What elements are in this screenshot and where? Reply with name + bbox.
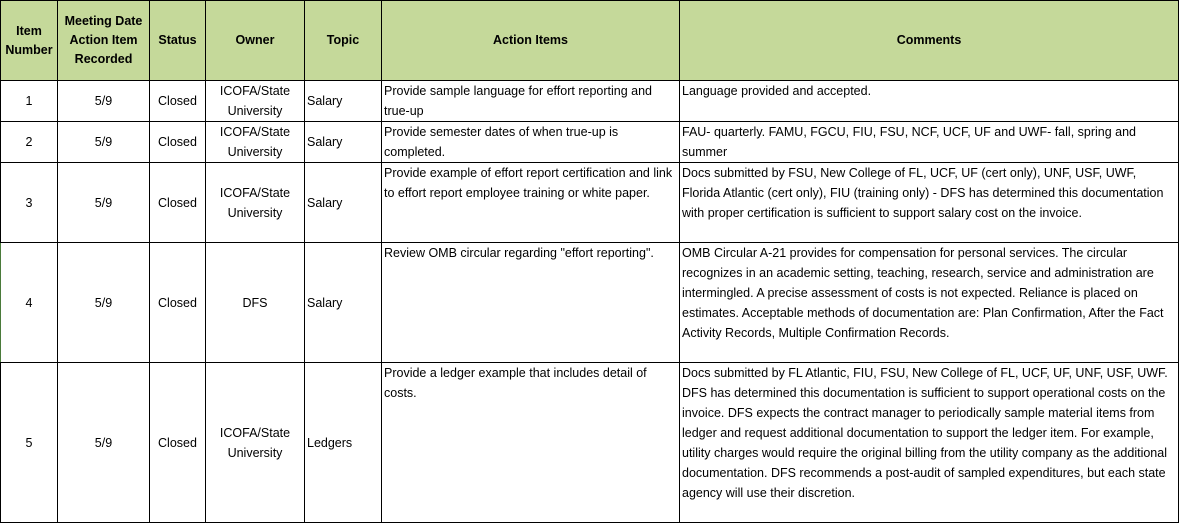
action-item-cell: Review OMB circular regarding "effort reporting". bbox=[382, 243, 680, 363]
meeting-date-cell: 5/9 bbox=[58, 363, 150, 523]
meeting-date-cell: 5/9 bbox=[58, 243, 150, 363]
owner-cell: DFS bbox=[206, 243, 305, 363]
action-item-cell: Provide semester dates of when true-up is completed. bbox=[382, 122, 680, 163]
table-row bbox=[1, 243, 1179, 363]
topic-cell: Salary bbox=[305, 163, 382, 243]
owner-cell: ICOFA/State University bbox=[206, 81, 305, 122]
owner-cell: ICOFA/State University bbox=[206, 163, 305, 243]
header-meeting-date: Meeting Date Action Item Recorded bbox=[58, 1, 150, 81]
comments-cell: Language provided and accepted. bbox=[680, 81, 1179, 122]
owner-cell: ICOFA/State University bbox=[206, 363, 305, 523]
comments-cell: FAU- quarterly. FAMU, FGCU, FIU, FSU, NCF, UCF, UF and UWF- fall, spring and summer bbox=[680, 122, 1179, 163]
header-status: Status bbox=[150, 1, 206, 81]
status-cell: Closed bbox=[150, 243, 206, 363]
comments-cell: Docs submitted by FSU, New College of FL, UCF, UF (cert only), UNF, USF, UWF, Florida Atlantic (cert only), FIU (training only) - DFS has determined this documentation with proper certification is sufficient to support salary cost on the invoice. bbox=[680, 163, 1179, 243]
header-comments: Comments bbox=[680, 1, 1179, 81]
comments-cell: Docs submitted by FL Atlantic, FIU, FSU, New College of FL, UCF, UF, UNF, USF, UWF. DFS has determined this documentation is sufficient to support operational costs on the invoice. DFS expects the contract manager to periodically sample material items from ledger and request additional documentation to support the ledger item. For example, utility charges would require the original billing from the utility company as the additional documentation. DFS recommends a post-audit of sampled expenditures, but each state agency will use their discretion. bbox=[680, 363, 1179, 523]
table-row bbox=[1, 163, 1179, 243]
owner-cell: ICOFA/State University bbox=[206, 122, 305, 163]
header-owner: Owner bbox=[206, 1, 305, 81]
action-item-cell: Provide a ledger example that includes detail of costs. bbox=[382, 363, 680, 523]
status-cell: Closed bbox=[150, 163, 206, 243]
meeting-date-cell: 5/9 bbox=[58, 122, 150, 163]
status-cell: Closed bbox=[150, 81, 206, 122]
header-topic: Topic bbox=[305, 1, 382, 81]
topic-cell: Salary bbox=[305, 81, 382, 122]
item-number-cell: 3 bbox=[1, 163, 58, 243]
meeting-date-cell: 5/9 bbox=[58, 81, 150, 122]
status-cell: Closed bbox=[150, 122, 206, 163]
topic-cell: Salary bbox=[305, 122, 382, 163]
item-number-cell: 4 bbox=[1, 243, 58, 363]
topic-cell: Ledgers bbox=[305, 363, 382, 523]
action-item-cell: Provide sample language for effort reporting and true-up bbox=[382, 81, 680, 122]
topic-cell: Salary bbox=[305, 243, 382, 363]
action-item-cell: Provide example of effort report certification and link to effort report employee training or white paper. bbox=[382, 163, 680, 243]
item-number-cell: 1 bbox=[1, 81, 58, 122]
table-row bbox=[1, 122, 1179, 163]
item-number-cell: 2 bbox=[1, 122, 58, 163]
table-row bbox=[1, 81, 1179, 122]
table-row bbox=[1, 363, 1179, 523]
header-action-items: Action Items bbox=[382, 1, 680, 81]
header-row bbox=[1, 1, 1179, 81]
comments-cell: OMB Circular A-21 provides for compensation for personal services. The circular recognizes in an academic setting, teaching, research, service and administration are intermingled. A precise assessment of costs is not expected. Reliance is placed on estimates. Acceptable methods of documentation are: Plan Confirmation, After the Fact Activity Records, Multiple Confirmation Records. bbox=[680, 243, 1179, 363]
meeting-date-cell: 5/9 bbox=[58, 163, 150, 243]
status-cell: Closed bbox=[150, 363, 206, 523]
item-number-cell: 5 bbox=[1, 363, 58, 523]
header-item-number: Item Number bbox=[1, 1, 58, 81]
